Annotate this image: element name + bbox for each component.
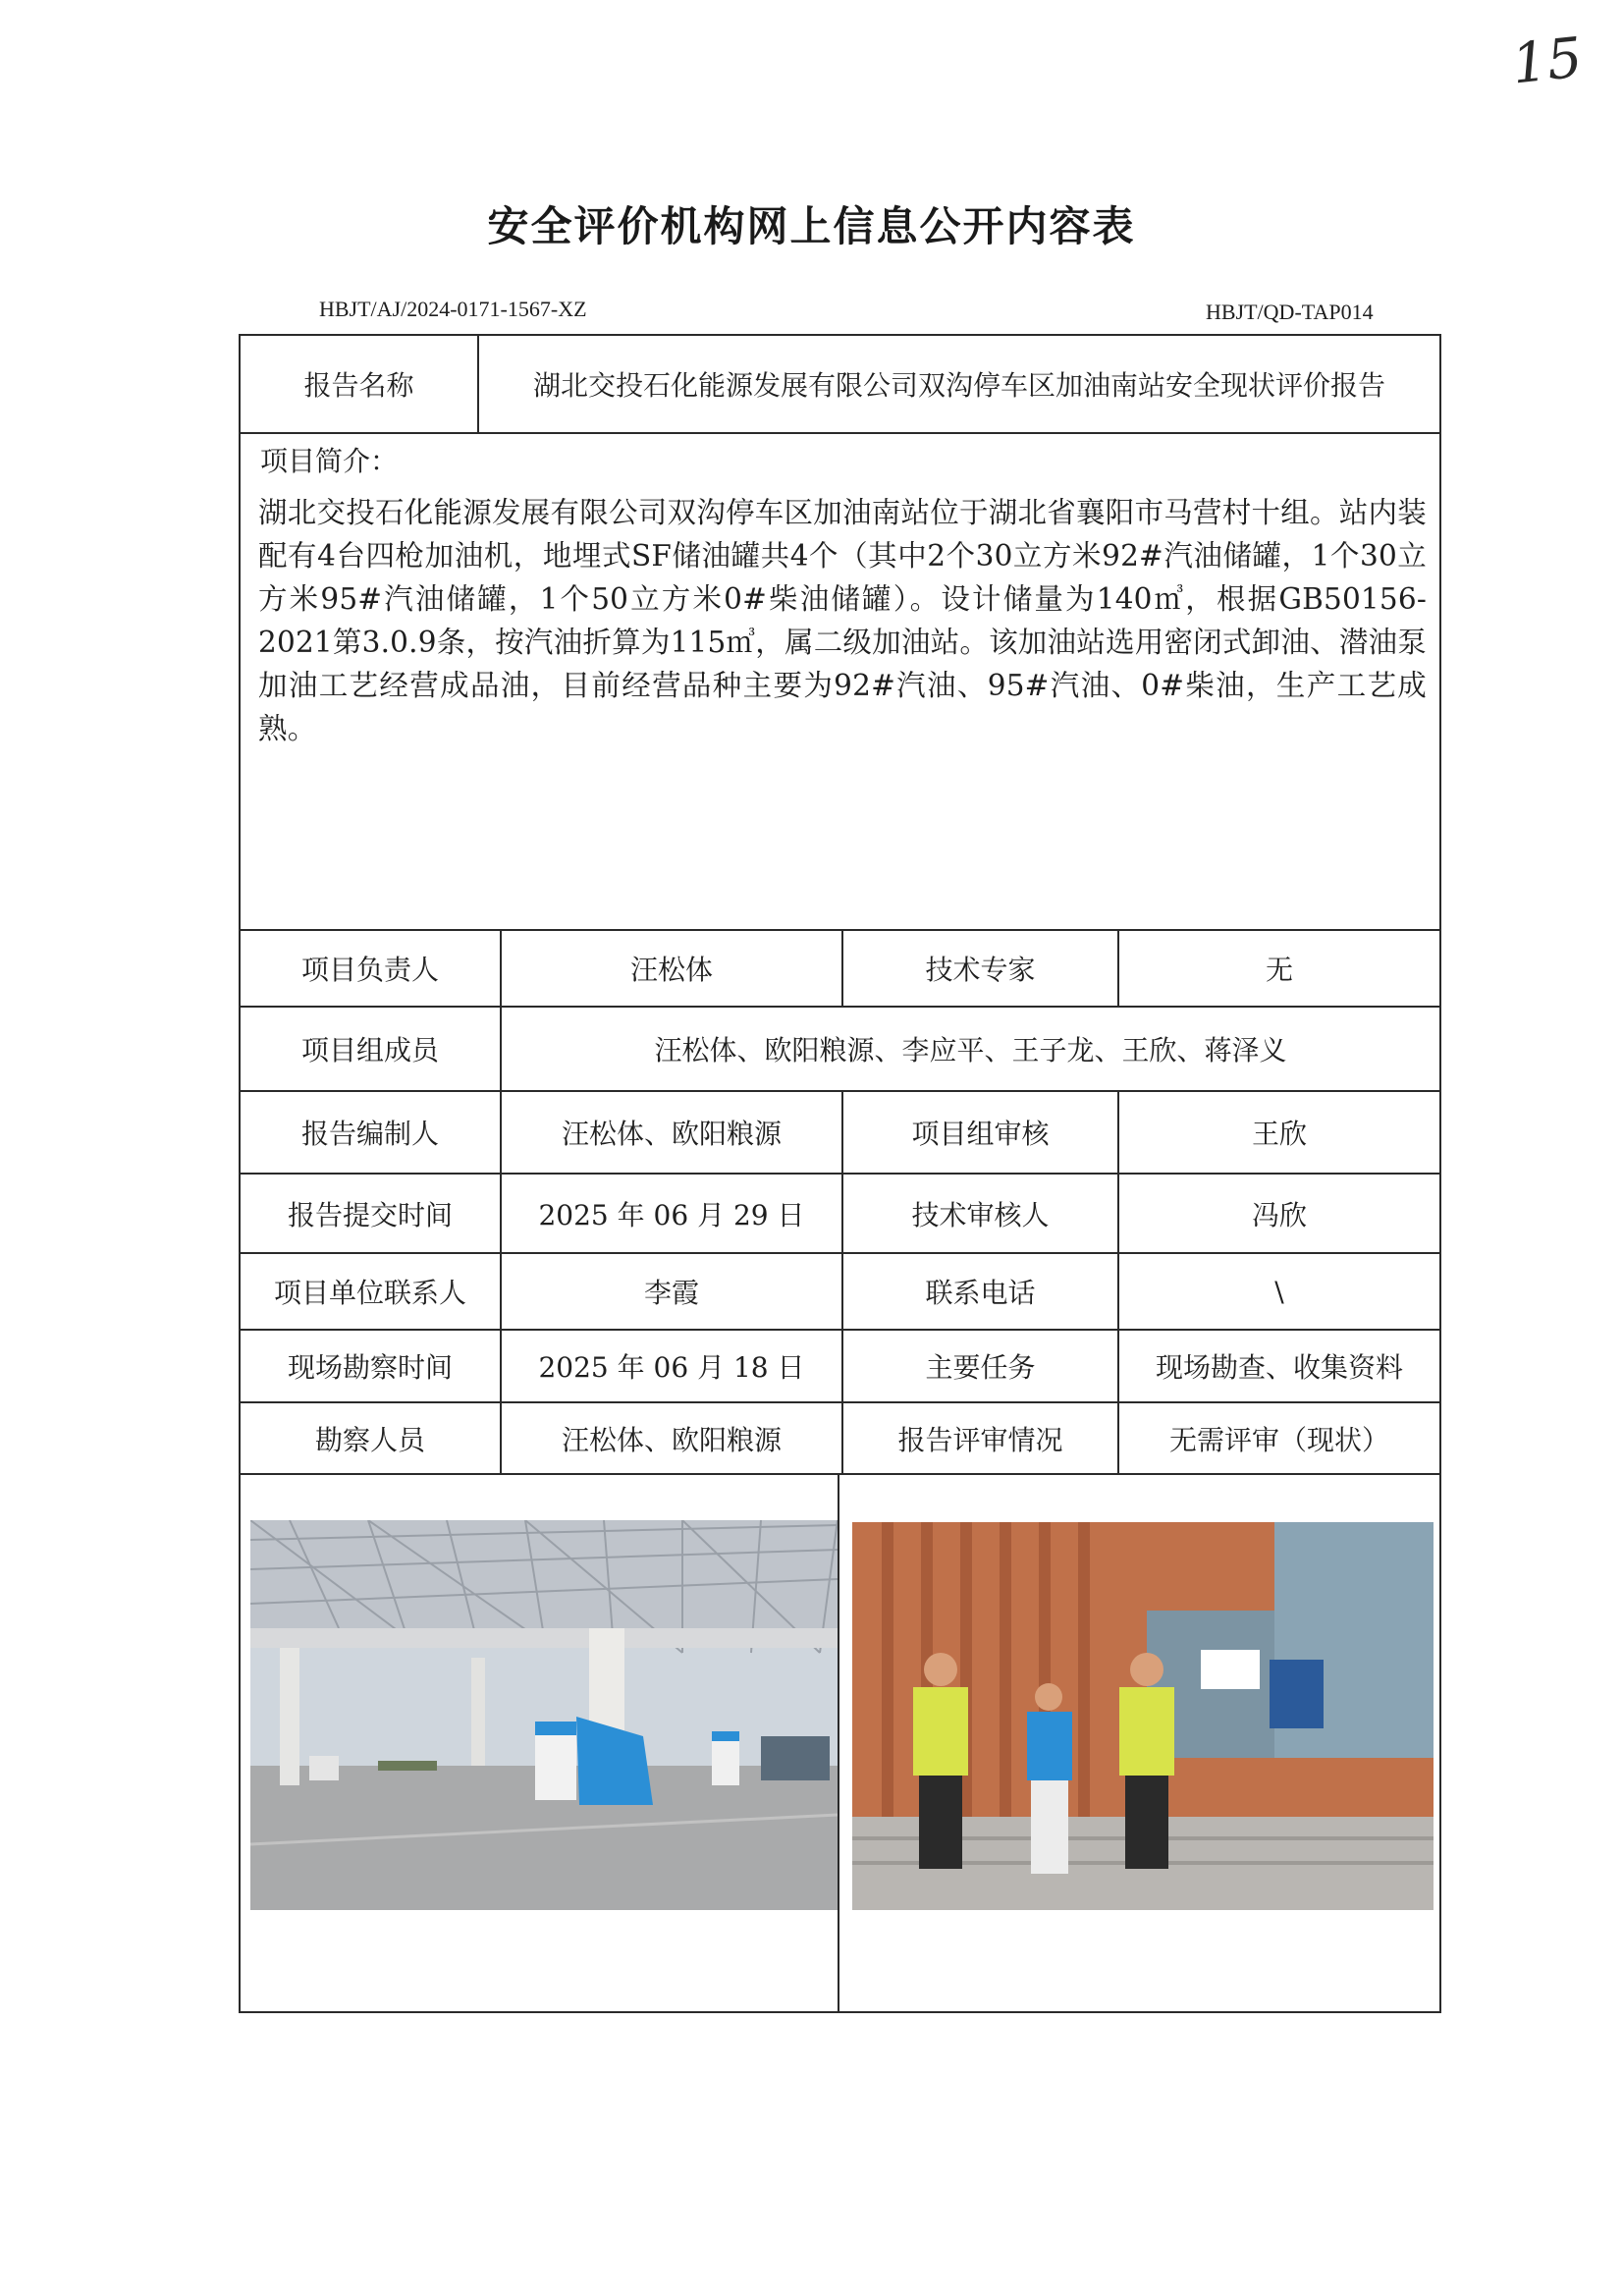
intro-label: 项目简介： [260, 445, 399, 477]
photo-gas-station [250, 1520, 838, 1910]
form-code: HBJT/QD-TAP014 [1206, 300, 1374, 324]
label-tech-expert: 技术专家 [925, 954, 1036, 986]
label-submit-date: 报告提交时间 [287, 1198, 453, 1231]
value-project-leader: 汪松体 [629, 954, 713, 986]
report-name-value: 湖北交投石化能源发展有限公司双沟停车区加油南站安全现状评价报告 [532, 369, 1385, 402]
value-report-author: 汪松体、欧阳粮源 [561, 1118, 782, 1150]
label-team-review: 项目组审核 [911, 1118, 1050, 1150]
info-table [239, 334, 1441, 2013]
document-code: HBJT/AJ/2024-0171-1567-XZ [319, 297, 587, 321]
label-review-status: 报告评审情况 [897, 1423, 1063, 1456]
value-survey-date: 2025 年 06 月 18 日 [538, 1351, 805, 1384]
intro-text: 湖北交投石化能源发展有限公司双沟停车区加油南站位于湖北省襄阳市马营村十组。站内装配有4台四枪加油机，地埋式SF储油罐共4个（其中2个30立方米92#汽油储罐，1个30立方米95#汽油储罐，1个50立方米0#柴油储罐）。设计储量为140㎥，根据GB50156-2021第3.0.9条，按汽油折算为115㎥，属二级加油站。该加油站选用密闭式卸油、潜油泵加油工艺经营成品油，目前经营品种主要为92#汽油、95#汽油、0#柴油，生产工艺成熟。 [258, 496, 1427, 745]
value-surveyors: 汪松体、欧阳粮源 [561, 1423, 782, 1456]
label-main-task: 主要任务 [925, 1351, 1036, 1384]
photo-survey-team [852, 1522, 1434, 1910]
page-number-mark: 15 [1508, 26, 1586, 97]
value-team-review: 王欣 [1251, 1118, 1307, 1150]
value-tech-reviewer: 冯欣 [1251, 1198, 1307, 1231]
label-tech-reviewer: 技术审核人 [911, 1198, 1050, 1231]
rule [239, 432, 1441, 434]
value-team-members: 汪松体、欧阳粮源、李应平、王子龙、王欣、蒋泽义 [654, 1034, 1287, 1066]
page-title: 安全评价机构网上信息公开内容表 [487, 202, 1136, 250]
label-team-members: 项目组成员 [300, 1034, 439, 1066]
label-surveyors: 勘察人员 [314, 1423, 425, 1456]
value-tech-expert: 无 [1265, 954, 1293, 986]
label-report-author: 报告编制人 [300, 1118, 439, 1150]
rule [838, 1473, 839, 2013]
rule [239, 1473, 1441, 1475]
label-phone: 联系电话 [925, 1277, 1036, 1309]
value-main-task: 现场勘查、收集资料 [1155, 1351, 1403, 1384]
value-unit-contact: 李霞 [643, 1277, 699, 1309]
value-phone: \ [1274, 1275, 1284, 1308]
label-unit-contact: 项目单位联系人 [273, 1277, 466, 1309]
label-survey-date: 现场勘察时间 [287, 1351, 453, 1384]
label-project-leader: 项目负责人 [300, 954, 439, 986]
table-border-bottom [239, 2011, 1441, 2013]
value-submit-date: 2025 年 06 月 29 日 [538, 1198, 805, 1231]
report-name-label: 报告名称 [303, 369, 414, 402]
value-review-status: 无需评审（现状） [1168, 1423, 1389, 1456]
